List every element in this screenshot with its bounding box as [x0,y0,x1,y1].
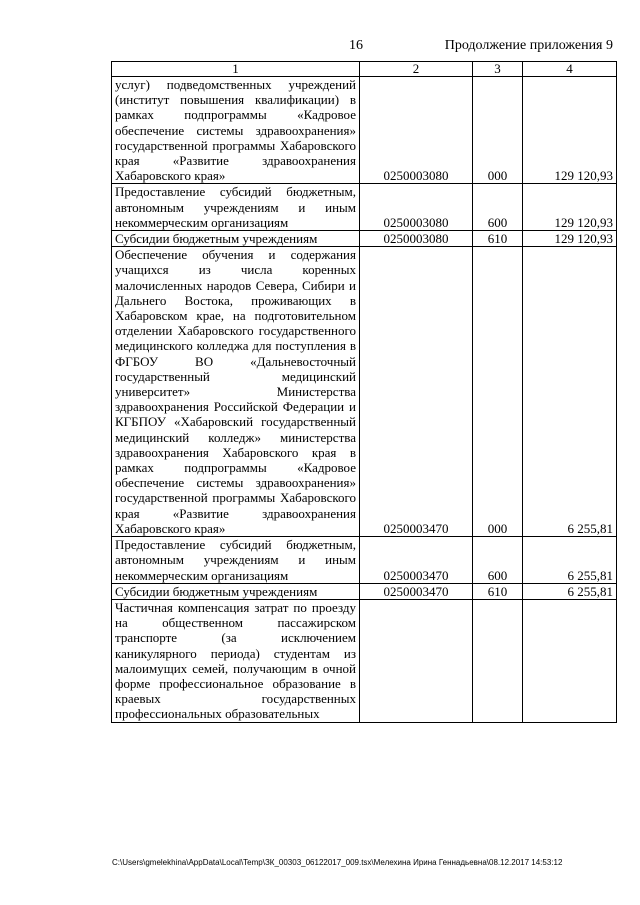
row-amount: 129 120,93 [523,184,617,231]
row-vr [473,599,523,722]
table-row [112,247,617,537]
page-number: 16 [349,38,363,53]
table-row [112,77,617,184]
row-code: 0250003470 [360,583,473,599]
row-name: Обеспечение обучения и содержания учащихся из числа коренных малочисленных народов Севера, Сибири и Дальнего Востока, проживающих в Хабаровском крае, на подготовительном отделении Хабаровского государственного медицинского колледжа для поступления в ФГБОУ ВО «Дальневосточный государственный медицинский университет» Министерства здравоохранения Российской Федерации и КГБПОУ «Хабаровский государственный медицинский колледж» министерства здравоохранения Хабаровского края в рамках подпрограммы «Кадровое обеспечение системы здравоохранения» государственной программы Хабаровского края «Развитие здравоохранения Хабаровского края» [112,247,360,537]
row-amount: 6 255,81 [523,583,617,599]
row-vr: 000 [473,247,523,537]
column-number: 1 [112,62,360,77]
column-number-row [112,62,617,77]
row-code [360,599,473,722]
table-row [112,583,617,599]
row-vr: 610 [473,583,523,599]
file-path-footer: C:\Users\gmelekhina\AppData\Local\Temp\ЗК_00303_06122017_009.tsx\Мелехина Ирина Геннадьевна\08.12.2017 14:53:12 [112,858,563,867]
row-code: 0250003080 [360,184,473,231]
row-name: услуг) подведомственных учреждений (институт повышения квалификации) в рамках подпрограммы «Кадровое обеспечение системы здравоохранения» государственной программы Хабаровского края «Развитие здравоохранения Хабаровского края» [112,77,360,184]
row-vr: 600 [473,537,523,584]
row-name: Предоставление субсидий бюджетным, автономным учреждениям и иным некоммерческим организациям [112,537,360,584]
row-vr: 610 [473,231,523,247]
column-number: 3 [473,62,523,77]
continuation-label: Продолжение приложения 9 [444,38,613,53]
budget-table [111,61,617,723]
row-name: Частичная компенсация затрат по проезду на общественном пассажирском транспорте (за исключением каникулярного периода) студентам из малоимущих семей, получающим в очной форме профессиональное образование в краевых государственных профессиональных образовательных [112,599,360,722]
row-amount [523,599,617,722]
row-code: 0250003470 [360,537,473,584]
column-number: 4 [523,62,617,77]
table-row [112,537,617,584]
row-vr: 600 [473,184,523,231]
row-name: Предоставление субсидий бюджетным, автономным учреждениям и иным некоммерческим организациям [112,184,360,231]
table-row [112,599,617,722]
row-code: 0250003080 [360,77,473,184]
table-row [112,184,617,231]
row-amount: 129 120,93 [523,231,617,247]
row-amount: 6 255,81 [523,247,617,537]
row-code: 0250003470 [360,247,473,537]
row-amount: 129 120,93 [523,77,617,184]
row-amount: 6 255,81 [523,537,617,584]
row-vr: 000 [473,77,523,184]
column-number: 2 [360,62,473,77]
row-name: Субсидии бюджетным учреждениям [112,583,360,599]
row-name: Субсидии бюджетным учреждениям [112,231,360,247]
table-row [112,231,617,247]
row-code: 0250003080 [360,231,473,247]
